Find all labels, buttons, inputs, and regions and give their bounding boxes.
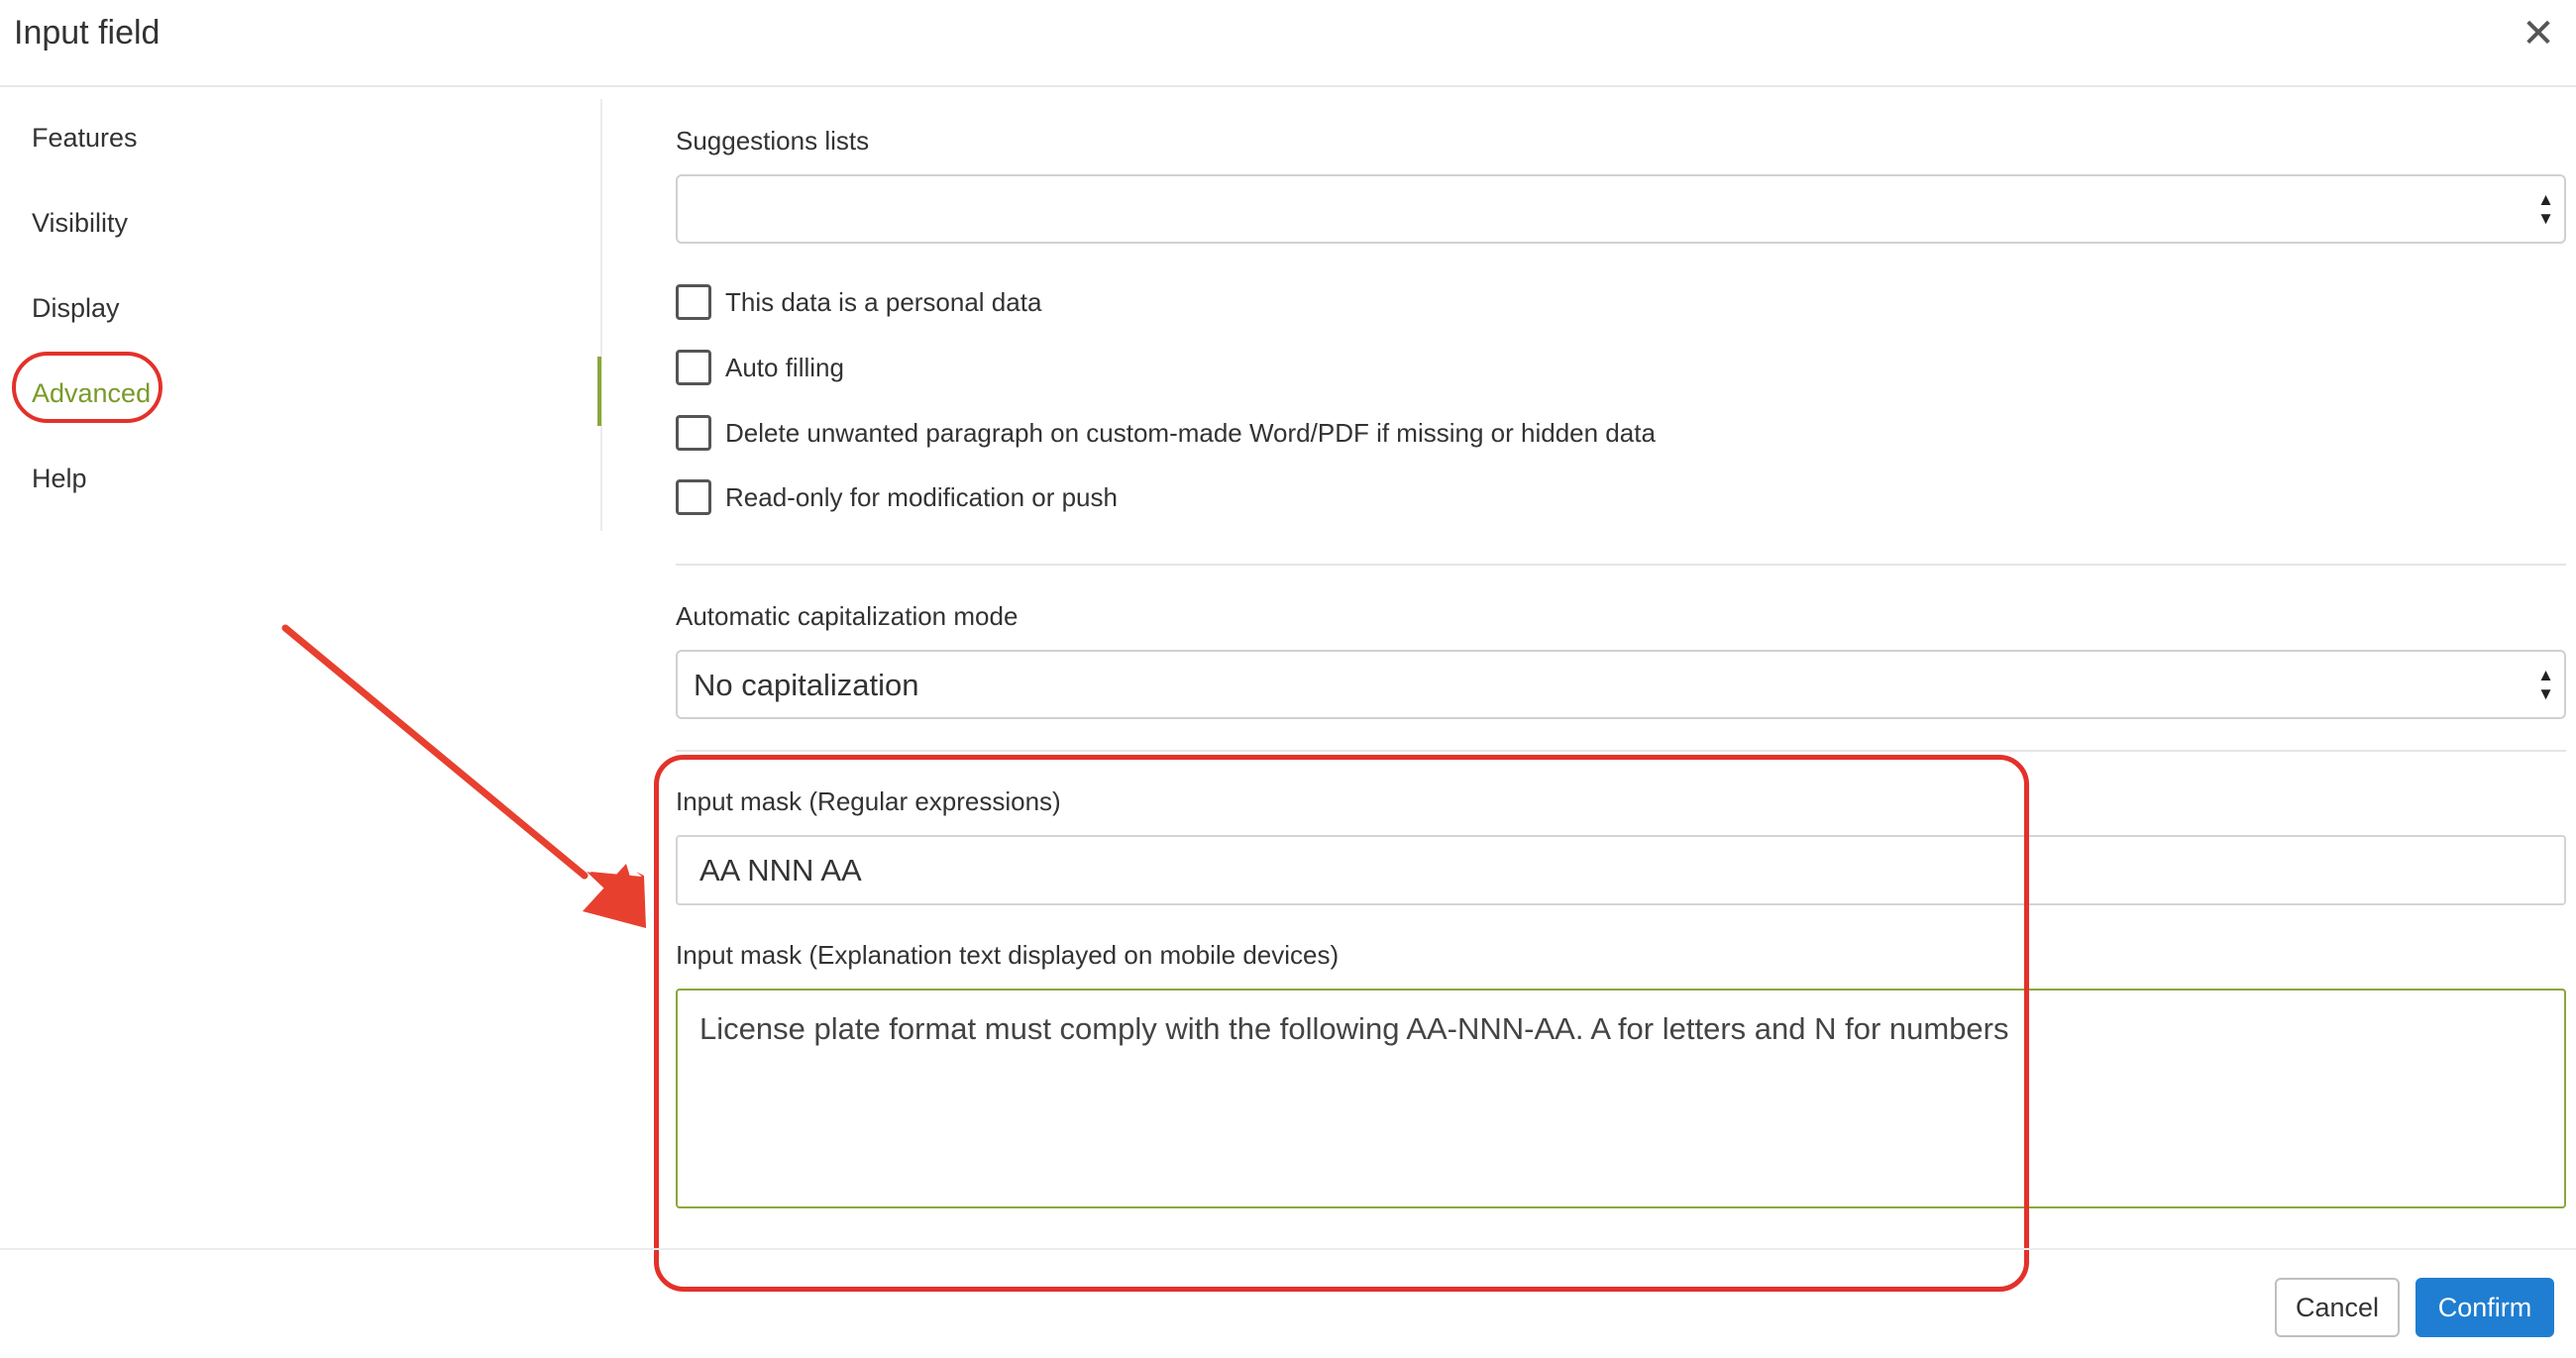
cancel-button[interactable]: Cancel [2275, 1278, 2400, 1337]
confirm-button[interactable]: Confirm [2415, 1278, 2554, 1337]
read-only-label: Read-only for modification or push [725, 482, 1118, 512]
sidebar-item-visibility[interactable]: Visibility [32, 208, 129, 238]
close-icon[interactable]: ✕ [2522, 12, 2555, 55]
regex-mask-label: Input mask (Regular expressions) [676, 786, 1061, 816]
auto-filling-label: Auto filling [725, 353, 844, 382]
sidebar-item-display[interactable]: Display [32, 293, 120, 323]
advanced-highlight-ring [12, 352, 162, 423]
capitalization-select-value: No capitalization [694, 668, 919, 702]
select-arrows-icon: ▲ ▼ [2537, 190, 2554, 228]
capitalization-label: Automatic capitalization mode [676, 601, 1019, 631]
personal-data-checkbox[interactable] [676, 284, 711, 320]
section-divider [676, 750, 2566, 752]
read-only-checkbox[interactable] [676, 479, 711, 515]
delete-paragraph-checkbox[interactable] [676, 415, 711, 451]
select-arrows-icon: ▲ ▼ [2537, 666, 2554, 703]
personal-data-label: This data is a personal data [725, 287, 1042, 317]
footer-divider [0, 1248, 2576, 1250]
dialog-header [0, 0, 2576, 87]
dialog-title: Input field [14, 14, 161, 52]
sidebar [0, 99, 602, 531]
section-divider [676, 564, 2566, 566]
sidebar-item-help[interactable]: Help [32, 464, 87, 493]
regex-mask-input[interactable] [676, 835, 2566, 905]
explanation-mask-label: Input mask (Explanation text displayed on mobile devices) [676, 940, 1340, 970]
delete-paragraph-label: Delete unwanted paragraph on custom-made Word/PDF if missing or hidden data [725, 418, 1656, 448]
sidebar-item-features[interactable]: Features [32, 123, 138, 153]
sidebar-item-advanced[interactable]: Advanced [32, 378, 152, 408]
suggestions-select[interactable] [676, 174, 2566, 244]
capitalization-select[interactable] [676, 650, 2566, 719]
auto-filling-checkbox[interactable] [676, 350, 711, 385]
suggestions-label: Suggestions lists [676, 126, 870, 156]
explanation-mask-textarea[interactable] [676, 989, 2566, 1208]
active-section-marker [597, 357, 601, 426]
